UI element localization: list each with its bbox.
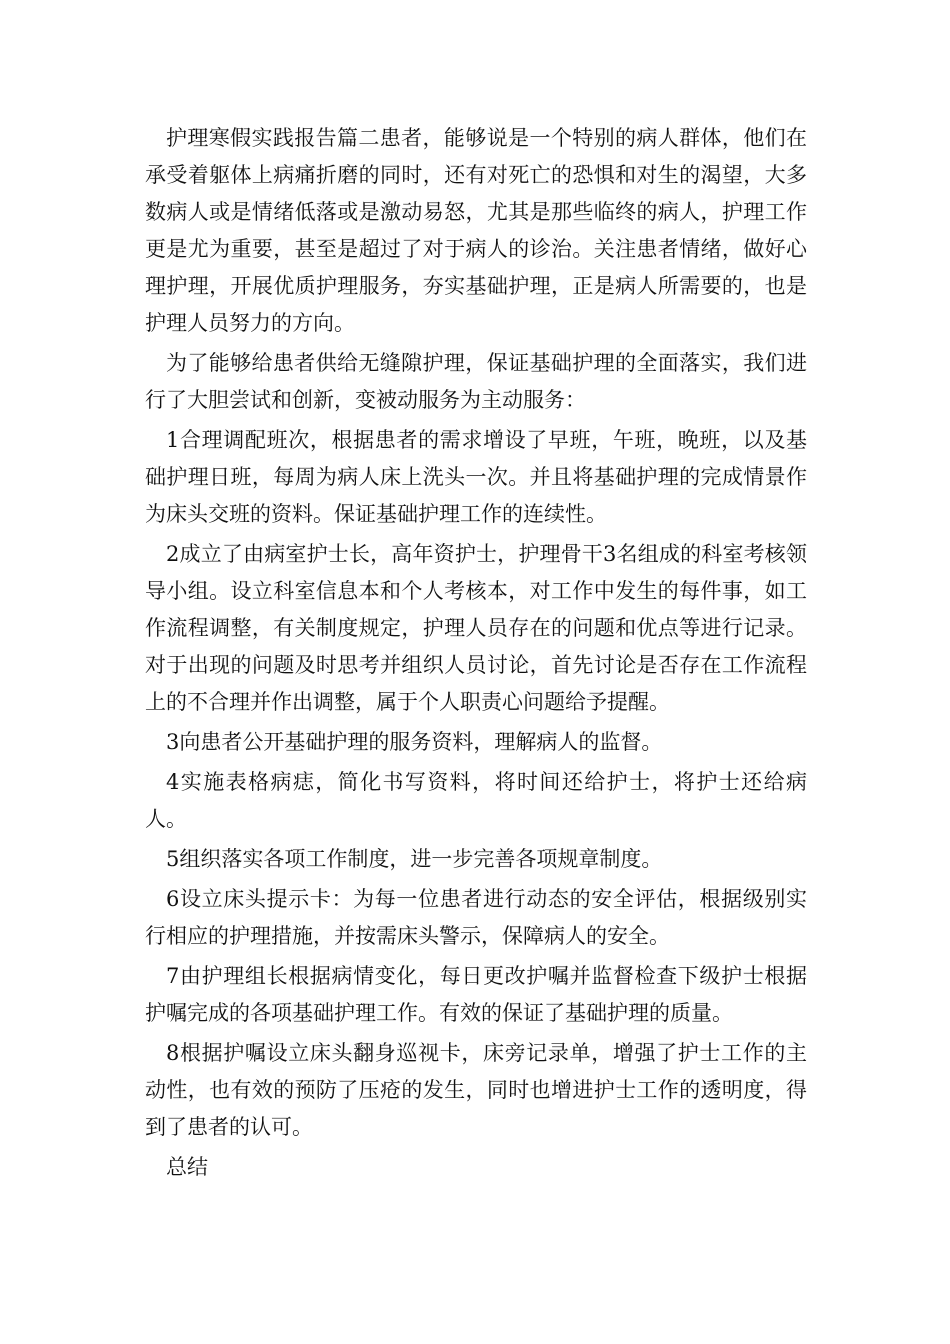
paragraph-item-1: 1合理调配班次，根据患者的需求增设了早班，午班，晚班，以及基础护理日班，每周为病人床上洗头一次。并且将基础护理的完成情景作为床头交班的资料。保证基础护理工作的连续性。 xyxy=(145,428,807,526)
paragraph-item-7: 7由护理组长根据病情变化，每日更改护嘱并监督检查下级护士根据护嘱完成的各项基础护理工作。有效的保证了基础护理的质量。 xyxy=(145,964,807,1025)
paragraph-item-6: 6设立床头提示卡：为每一位患者进行动态的安全评估，根据级别实行相应的护理措施，并按需床头警示，保障病人的安全。 xyxy=(145,887,807,948)
paragraph-item-4: 4实施表格病痣，简化书写资料，将时间还给护士，将护士还给病人。 xyxy=(145,770,807,831)
paragraph-measures-intro: 为了能够给患者供给无缝隙护理，保证基础护理的全面落实，我们进行了大胆尝试和创新，变被动服务为主动服务： xyxy=(145,351,807,412)
paragraph-item-2: 2成立了由病室护士长，高年资护士，护理骨干3名组成的科室考核领导小组。设立科室信息本和个人考核本，对工作中发生的每件事，如工作流程调整，有关制度规定，护理人员存在的问题和优点等进行记录。对于出现的问题及时思考并组织人员讨论，首先讨论是否存在工作流程上的不合理并作出调整，属于个人职责心问题给予提醒。 xyxy=(145,542,807,714)
paragraph-summary-heading: 总结 xyxy=(166,1155,208,1179)
document-body xyxy=(145,120,807,1186)
paragraph-item-3: 3向患者公开基础护理的服务资料，理解病人的监督。 xyxy=(166,730,663,754)
paragraph-intro: 护理寒假实践报告篇二患者，能够说是一个特别的病人群体，他们在承受着躯体上病痛折磨的同时，还有对死亡的恐惧和对生的渴望，大多数病人或是情绪低落或是激动易怒，尤其是那些临终的病人，护理工作更是尤为重要，甚至是超过了对于病人的诊治。关注患者情绪，做好心理护理，开展优质护理服务，夯实基础护理，正是病人所需要的，也是护理人员努力的方向。 xyxy=(145,126,807,335)
paragraph-item-5: 5组织落实各项工作制度，进一步完善各项规章制度。 xyxy=(166,847,663,871)
paragraph-item-8: 8根据护嘱设立床头翻身巡视卡，床旁记录单，增强了护士工作的主动性，也有效的预防了压疮的发生，同时也增进护士工作的透明度，得到了患者的认可。 xyxy=(145,1041,807,1139)
